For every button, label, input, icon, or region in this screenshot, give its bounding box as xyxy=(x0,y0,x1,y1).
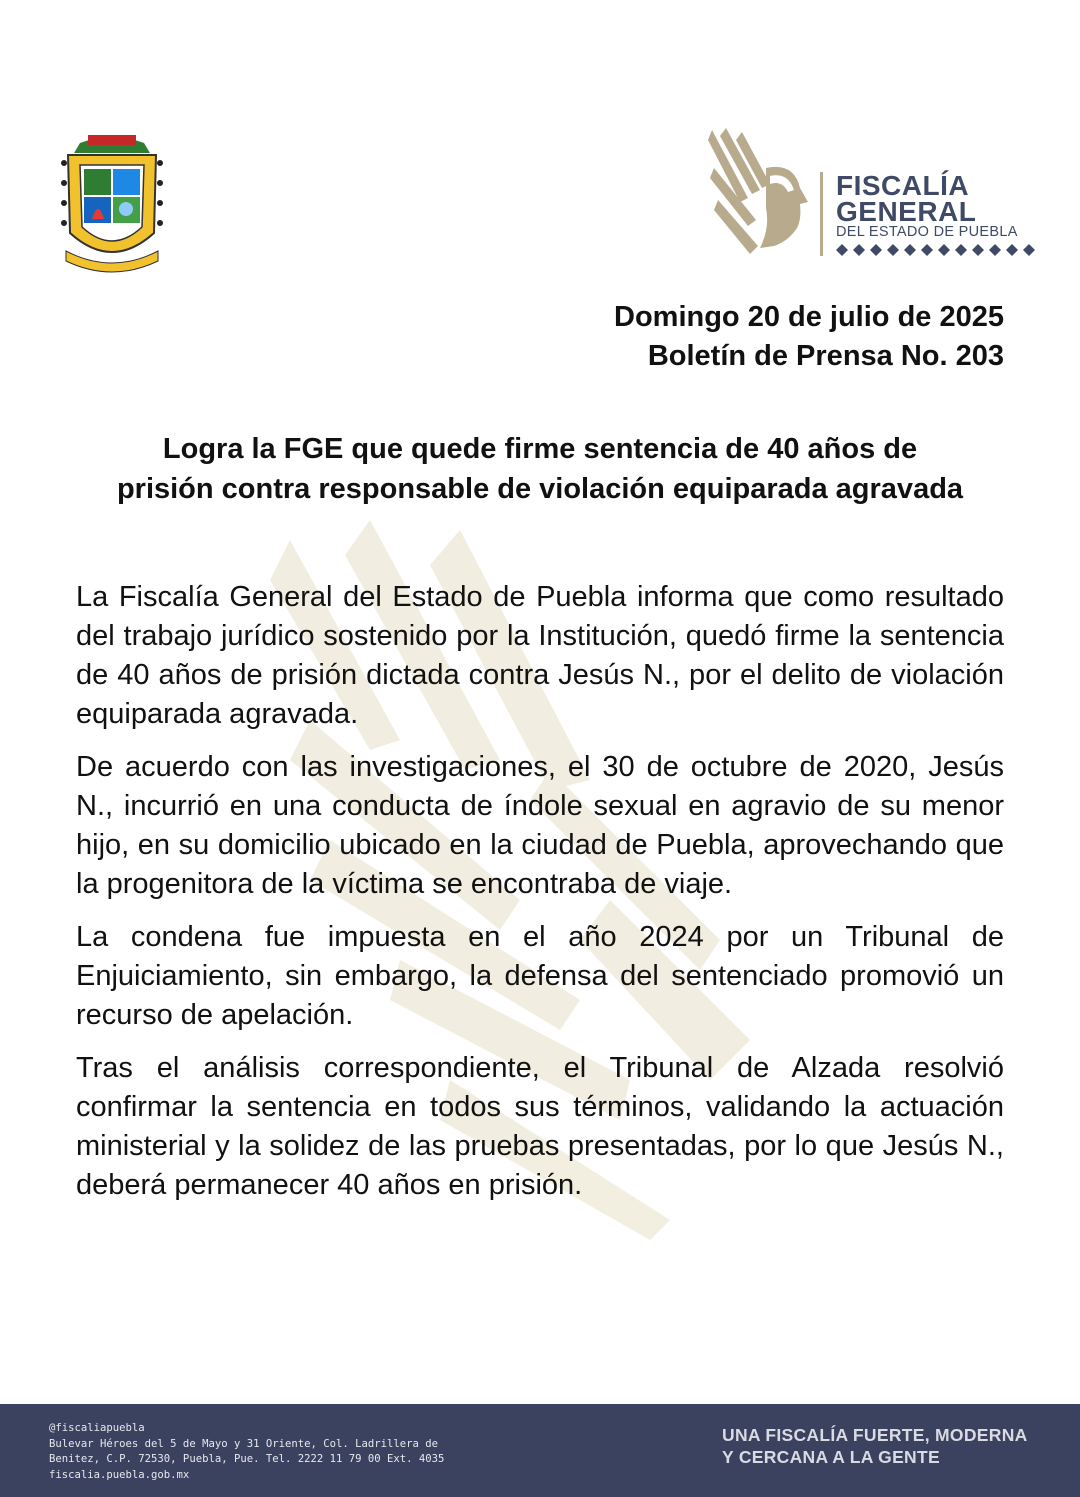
slogan-line1: UNA FISCALÍA FUERTE, MODERNA xyxy=(722,1425,1028,1445)
bulletin-number: Boletín de Prensa No. 203 xyxy=(647,340,1004,372)
bulletin-meta xyxy=(614,298,1004,376)
body-paragraph: Tras el análisis correspondiente, el Tribunal de Alzada resolvió confirmar la sentencia en todos sus términos, validando la actuación ministerial y la solidez de las pruebas presentadas, por lo que Jesús N., deberá permanecer 40 años en prisión. xyxy=(76,1052,1004,1201)
headline xyxy=(70,429,1010,509)
puebla-coat-of-arms-icon xyxy=(58,133,166,273)
logo-divider xyxy=(820,172,823,256)
headline-line2: prisión contra responsable de violación equiparada agravada xyxy=(116,473,964,505)
footer-slogan xyxy=(722,1424,1028,1468)
address-line: Benitez, C.P. 72530, Puebla, Pue. Tel. 2222 11 79 00 Ext. 4035 xyxy=(49,1453,445,1465)
bulletin-date: Domingo 20 de julio de 2025 xyxy=(614,301,1004,333)
footer xyxy=(0,1404,1080,1497)
social-handle: @fiscaliapuebla xyxy=(49,1422,145,1434)
fiscalia-profile-emblem-icon xyxy=(708,128,818,260)
body-paragraph: La Fiscalía General del Estado de Puebla informa que como resultado del trabajo jurídico sostenido por la Institución, quedó firme la sentencia de 40 años de prisión dictada contra Jesús N., por el delito de violación equiparada agravada. xyxy=(76,581,1004,730)
headline-line1: Logra la FGE que quede firme sentencia de 40 años de xyxy=(162,433,918,465)
slogan-line2: Y CERCANA A LA GENTE xyxy=(722,1447,940,1467)
letterhead xyxy=(0,0,1080,290)
logo-wordmark-line2: GENERAL xyxy=(836,196,977,227)
website: fiscalia.puebla.gob.mx xyxy=(49,1468,190,1481)
logo-wordmark-line3: DEL ESTADO DE PUEBLA xyxy=(836,224,1018,240)
footer-contact xyxy=(49,1421,444,1483)
body-paragraph: La condena fue impuesta en el año 2024 por un Tribunal de Enjuiciamiento, sin embargo, la defensa del sentenciado promovió un recurso de apelación. xyxy=(76,921,1004,1031)
address-line: Bulevar Héroes del 5 de Mayo y 31 Oriente, Col. Ladrillera de xyxy=(49,1437,439,1450)
bulletin-body xyxy=(76,578,1004,1219)
logo-wordmark-line1: FISCALÍA xyxy=(836,170,970,201)
ornament-pattern-icon xyxy=(836,243,1040,257)
fiscalia-logo xyxy=(708,128,1048,263)
body-paragraph: De acuerdo con las investigaciones, el 30 de octubre de 2020, Jesús N., incurrió en una conducta de índole sexual en agravio de su menor hijo, en su domicilio ubicado en la ciudad de Puebla, aprovechando que la progenitora de la víctima se encontraba de viaje. xyxy=(76,751,1004,900)
